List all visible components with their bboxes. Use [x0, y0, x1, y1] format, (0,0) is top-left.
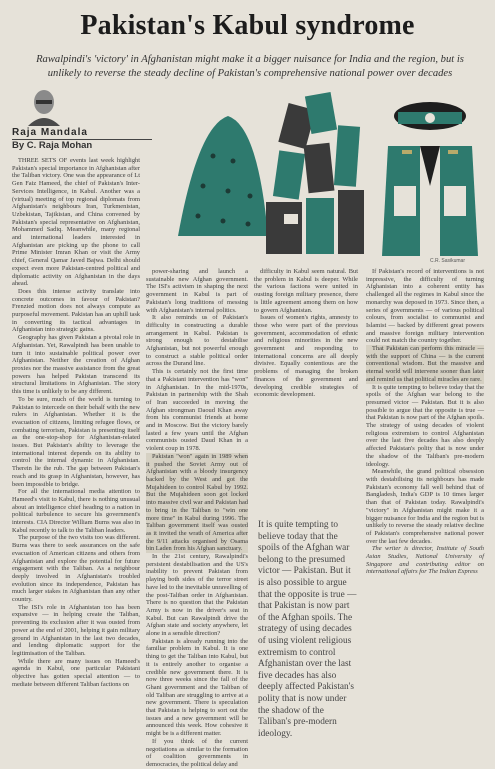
- paragraph: It also reminds us of Pakistan's difficulty in constructing a durable arrangement in Kabul. Pakistan is strong enough to destabilise Afghanistan, but not powerful enough to construct a stable political order across the Durand line.: [146, 314, 248, 368]
- paragraph: Pakistan is already running into the familiar problem in Kabul. It is one thing to get the Taliban into Kabul, but it is entirely another to organise a credible new government there. It is now three weeks since the fall of the Ghani government and the Taliban of old Taliban are struggling to arrive at a new government. There is speculation that Pakistan is helping to sort out the issues and a new government will be announced this week. How cohesive it might be is a different matter.: [146, 637, 248, 738]
- illustration: [158, 86, 488, 264]
- paragraph: The ISI's role in Afghanistan too has been expansive — in helping create the Taliban, preventing its exclusion after it was ousted from power at the end of 2001, helping it gain military ground in Afghanistan in the last two decades, and lending diplomatic support for the legitimisation of the Taliban.: [12, 603, 140, 657]
- author-note: The writer is director, Institute of South Asian Studies, National University of Singapore and contributing editor on international affairs for The Indian Express: [366, 545, 484, 576]
- paragraph: If Pakistan's record of interventions is not impressive, the difficulty of turning Afghanistan into a coherent entity has challenged all the regimes in Kabul since the monarchy was deposed in 1973. Since then, a series of governments — of various political colours, from socialist to communist and Islamist — backed by different great powers and massive foreign military intervention could not match the country together.: [366, 268, 484, 345]
- column-name: Raja Mandala: [12, 127, 152, 140]
- paragraph: Does this intense activity translate into concrete outcomes in favour of Pakistan? Frenzied motion does not always compute as purposeful movement. Pakistan has an uphill task in converting its tactical advantages in Afghanistan into strategic gains.: [12, 287, 140, 334]
- pull-quote: It is quite tempting to believe today that the spoils of the Afghan war belong to the presumed victor — Pakistan. But it is also possible to argue that the opposite is true — that Pakistan is now part of the Afghan spoils. The strategy of using decades of using violent religious extremism to control Afghanistan over the last five decades has also deeply affected Pakistan's polity that is now under the shadow of the Taliban's pre-modern ideology.: [258, 520, 357, 739]
- byline: By C. Raja Mohan: [12, 140, 93, 151]
- article-column-2: [146, 268, 248, 768]
- paragraph: In the 21st century, Rawalpindi's persistent destabilisation and the US's inability to prevent Pakistan from playing both sides of the terror street have led to the inevitable unravelling of the post-Taliban order in Afghanistan. There is no question that the Pakistan Army is now in the driver's seat in Kabul. But can Rawalpindi drive the Afghan state and society anywhere, let alone in a sensible direction?: [146, 553, 248, 638]
- paragraph: THREE SETS OF events last week highlight Pakistan's special importance in Afghanistan after the Taliban victory. One was the appearance of Lt Gen Faiz Hameed, the chief of Pakistan's Inter-Services Intelligence, in Kabul. Another was a (virtual) meeting of top regional diplomats from Afghanistan's neighbours Iran, Turkmenistan, Uzbekistan, Tajikistan, and China convened by Pakistan's special representative on Afghanistan, Mohammed Sadiq. Meanwhile, many regional and international leaders interested in Afghanistan are picking up the phone to call Prime Minister Imran Khan or visit the Army chief, General Qamar Javed Bajwa. Delhi should expect even more Pakistan-centred political and diplomatic activity on Afghanistan in the days ahead.: [12, 157, 140, 288]
- article-column-3: [254, 268, 358, 530]
- subheadline: Rawalpindi's 'victory' in Afghanistan might make it a bigger nuisance for India and the region, but is unlikely to reverse the steady decline of Pakistan's comprehensive national power over decades: [36, 54, 464, 79]
- paragraph: Issues of women's rights, amnesty to those who were part of the previous government, accommodation of ethnic and religious minorities in the new government and responding to international concerns are all deeply divisive. Equally contentious are the problems of managing the broken finances of the government and developing credible strategies of economic development.: [254, 314, 358, 399]
- paragraph: power-sharing and launch a sustainable new Afghan government. The ISI's activism in shaping the next government in Kabul is part of Pakistan's long traditions of messing with Afghanistan's internal politics.: [146, 268, 248, 314]
- paragraph: Meanwhile, the grand political obsession with destabilising its neighbours has made Pakistan's economy fall well behind that of Bangladesh, India's GDP is 10 times larger than that of Pakistan today. Rawalpindi's "victory" in Afghanistan might make it a bigger nuisance for India and the region but is unlikely to reverse the steady relative decline of Pakistan's comprehensive national power over the last few decades.: [366, 468, 484, 545]
- paragraph: To be sure, much of the world is turning to Pakistan to intercede on their behalf with the new rulers in Afghanistan. Whether it is the evacuation of citizens, limiting refugee flows, or combating terrorism, Pakistan is presenting itself as the one-stop-shop for Afghanistan-related issues. But Pakistan's ability to leverage the international interest depends on its ability to control the internal dynamic in Afghanistan. Therein lie the rub. The gap between Pakistan's reach and its grasp in Afghanistan, however, has been impossible to bridge.: [12, 395, 140, 488]
- paragraph: If you think of the current negotiations as similar to the formation of coalition governments in democracies, the political delay and: [146, 737, 248, 768]
- paragraph: For all the international media attention to Hameed's visit to Kabul, there is nothing unusual about an intelligence chief heading to a nation in political turbulence to secure his government's interests. CIA Director William Burns was also in Kabul recently to talk to the Taliban leaders.: [12, 488, 140, 534]
- paragraph: It is quite tempting to believe today that the spoils of the Afghan war belong to the presumed victor — Pakistan. But it is also possible to argue that the opposite is true — that Pakistan is now part of the Afghan spoils. The strategy of using decades of violent religious extremism to control Afghanistan over the last five decades has also deeply affected Pakistan's polity that is now under the shadow of the Taliban's pre-modern ideology.: [366, 383, 484, 468]
- paragraph: Pakistan "won" again in 1989 when it pushed the Soviet Army out of Afghanistan with a bloody insurgency backed by the West and got the Mujahideen to control Kabul by 1992. But the Mujahideen soon got locked into massive civil war and Pakistan had to bring in the Taliban to "win one more time" in Kabul during 1996. The Taliban government itself was ousted as it invited the wrath of America after the 9/11 attacks organised by Osama bin Laden from his Afghan sanctuary.: [146, 452, 248, 553]
- article-column-1: [12, 157, 140, 694]
- paragraph: This is certainly not the first time that a Pakistani intervention has "won" in Afghanistan. In the mid-1970s, Pakistan in partnership with the Shah of Iran succeeded in moving the Afghan strongman Daoud Khan away from his communist friends at home and in Moscow. But the victory barely lasted a few years until the Afghan communists ousted Daud Khan in a violent coup in 1978.: [146, 368, 248, 453]
- headline: Pakistan's Kabul syndrome: [80, 10, 415, 41]
- paragraph: While there are many issues on Hameed's agenda in Kabul, one particular Pakistani objective has gotten special attention — to mediate between different Taliban factions on: [12, 657, 140, 688]
- article-column-4: [366, 268, 484, 694]
- paragraph: The purpose of the two visits too was different. Burns was there to seek assurances on the safe evacuation of American citizens and others from Afghanistan and explore the potential for future engagement with the Taliban. As a neighbour deeply involved in Afghanistan's troubled evolution since its independence, Pakistan has much larger stakes in Afghanistan than any other country.: [12, 534, 140, 604]
- paragraph: That Pakistan can perform this miracle — with the support of China — is the current conventional wisdom. But the massive and eternal world will intervene sooner than later and remind us that political miracles are rare.: [366, 345, 484, 383]
- paragraph: Geography has given Pakistan a pivotal role in Afghanistan. Yet, Rawalpindi has been unable to turn it into sustainable political power over Afghanistan. Neither the creation of Afghan proxies nor the massive assistance from the great powers has helped Pakistan transcend its structural limitations in Afghanistan. The story this time is unlikely to be any different.: [12, 334, 140, 396]
- paragraph: difficulty in Kabul seem natural. But the problem in Kabul is deeper. While the various factions were united in ousting foreign military presence, there is little agreement among them on how to govern Afghanistan.: [254, 268, 358, 314]
- illustration-credit: C.R. Sasikumar: [430, 258, 466, 264]
- columnist-portrait: [14, 86, 74, 126]
